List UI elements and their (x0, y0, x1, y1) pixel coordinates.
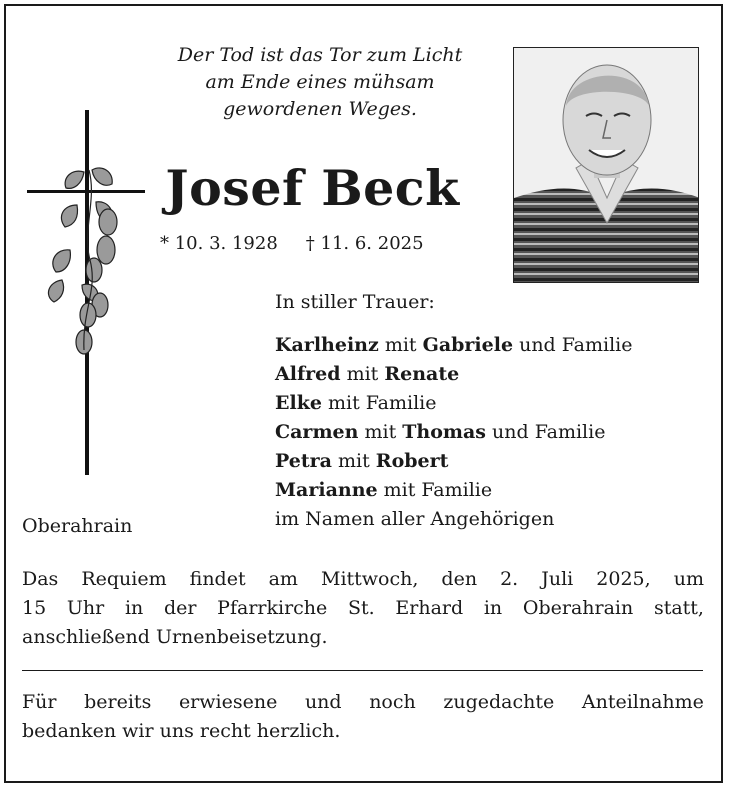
mourner-name: Petra (275, 450, 332, 472)
word: noch (369, 691, 416, 713)
divider (22, 670, 703, 671)
requiem-line (22, 594, 704, 623)
deceased-name: Josef Beck (165, 159, 460, 217)
word: in (483, 597, 503, 619)
mourner-text: im Namen aller Angehörigen (275, 508, 555, 530)
requiem-line: anschließend Urnenbeisetzung. (22, 626, 328, 648)
mourner-text: mit (331, 450, 376, 472)
mourner-line (275, 360, 632, 389)
mourner-name: Robert (375, 450, 449, 472)
word: in (124, 597, 144, 619)
thanks-text (22, 688, 704, 746)
word: Erhard (395, 597, 464, 619)
word: um (673, 568, 704, 590)
word: St. (347, 597, 375, 619)
death-date: † 11. 6. 2025 (305, 233, 424, 254)
motto-line: Der Tod ist das Tor zum Licht (177, 44, 463, 66)
word: 2025, (596, 568, 651, 590)
mourner-line (275, 476, 632, 505)
grief-label: In stiller Trauer: (275, 291, 435, 313)
word: statt, (653, 597, 704, 619)
motto (130, 42, 510, 123)
mourner-text: mit Familie (377, 479, 493, 501)
motto-line: am Ende eines mühsam (205, 71, 435, 93)
word: zugedachte (443, 691, 555, 713)
word: Requiem (81, 568, 167, 590)
word: Mittwoch, (320, 568, 419, 590)
word: 2. (500, 568, 519, 590)
mourner-text: und Familie (486, 421, 606, 443)
mourner-text: und Familie (513, 334, 633, 356)
birth-date: * 10. 3. 1928 (160, 233, 278, 254)
thanks-line: bedanken wir uns recht herzlich. (22, 720, 341, 742)
word: Anteilnahme (581, 691, 704, 713)
mourner-name: Gabriele (422, 334, 514, 356)
word: am (268, 568, 298, 590)
word: bereits (84, 691, 152, 713)
mourner-text: mit (378, 334, 423, 356)
word: Juli (541, 568, 574, 590)
mourner-name: Elke (275, 392, 322, 414)
mourner-text: mit (358, 421, 403, 443)
portrait-photo (513, 47, 699, 283)
mourner-line (275, 389, 632, 418)
word: der (163, 597, 197, 619)
cross-with-hops-icon (22, 110, 152, 480)
mourner-name: Marianne (275, 479, 378, 501)
word: Das (22, 568, 59, 590)
requiem-line (22, 565, 704, 594)
word: findet (189, 568, 246, 590)
mourners-list (275, 331, 632, 534)
word: 15 (22, 597, 47, 619)
mourner-text: mit (340, 363, 385, 385)
mourner-line (275, 418, 632, 447)
mourner-line (275, 331, 632, 360)
word: den (441, 568, 478, 590)
word: erwiesene (178, 691, 278, 713)
requiem-text (22, 565, 704, 652)
mourner-line (275, 447, 632, 476)
mourner-text: mit Familie (321, 392, 437, 414)
mourner-name: Renate (384, 363, 460, 385)
mourner-name: Karlheinz (275, 334, 379, 356)
word: Oberahrain (522, 597, 634, 619)
life-dates (160, 231, 480, 257)
motto-line: gewordenen Weges. (223, 98, 417, 120)
mourner-line (275, 505, 632, 534)
mourner-name: Carmen (275, 421, 359, 443)
word: Uhr (66, 597, 105, 619)
mourner-name: Thomas (402, 421, 487, 443)
word: Für (22, 691, 57, 713)
thanks-line (22, 688, 704, 717)
mourner-name: Alfred (275, 363, 341, 385)
word: und (304, 691, 342, 713)
place-name: Oberahrain (22, 515, 133, 537)
word: Pfarrkirche (217, 597, 328, 619)
